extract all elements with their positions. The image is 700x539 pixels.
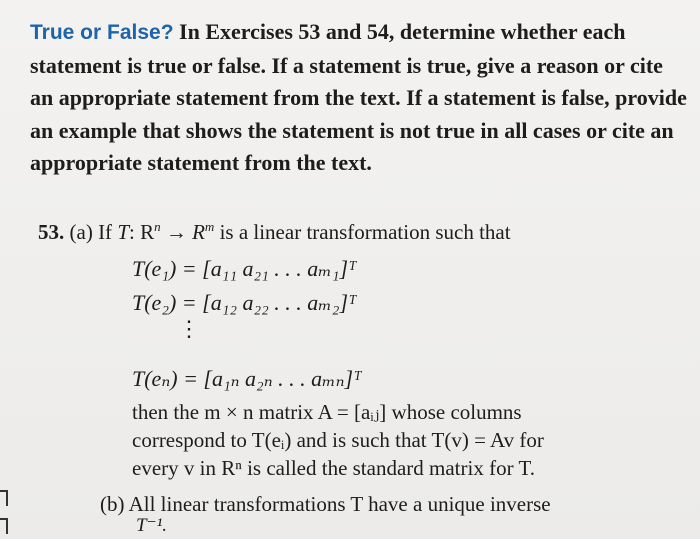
page-edge-mark bbox=[0, 518, 8, 534]
part-a-line-3: every v in Rⁿ is called the standard matrix for T. bbox=[132, 456, 535, 480]
instructions-paragraph bbox=[30, 16, 690, 180]
part-b-tail: T⁻¹. bbox=[136, 515, 168, 536]
exercise-53-part-a-header: 53. (a) If T: $R^n \to R^m$ is a linear transformation such that bbox=[38, 219, 511, 244]
part-a-lead: If bbox=[98, 220, 113, 244]
equation-n: T(eₙ) = [a₁ₙ a₂ₙ . . . aₘₙ]ᵀ bbox=[132, 366, 362, 391]
vertical-ellipsis: ⋮ bbox=[178, 316, 200, 341]
part-b bbox=[100, 492, 551, 517]
equation-2: T(e₂) = [a₁₂ a₂₂ . . . aₘ₂]ᵀ bbox=[132, 290, 357, 315]
part-a-mapping: : R bbox=[129, 220, 155, 244]
part-b-text: All linear transformations T have a unique inverse bbox=[128, 492, 551, 516]
instructions-text: In Exercises 53 and 54, determine whether each statement is true or false. If a statement is true, give a reason or cite an appropriate statement from the text. If a statement is false, provide an example that shows the statement is not true in all cases or cite an appropriate statement from the text. bbox=[30, 19, 687, 175]
part-b-label: (b) bbox=[100, 492, 125, 516]
part-a-line-1: then the m × n matrix A = [aᵢⱼ] whose columns bbox=[132, 400, 522, 424]
part-a-tail: is a linear transformation such that bbox=[219, 220, 511, 244]
part-a-line-2: correspond to T(eᵢ) and is such that T(v) = Av for bbox=[132, 428, 544, 452]
part-a-label: (a) bbox=[69, 220, 93, 244]
equation-1: T(e₁) = [a₁₁ a₂₁ . . . aₘ₁]ᵀ bbox=[132, 256, 357, 281]
part-a-T: T bbox=[117, 220, 129, 244]
page-edge-mark bbox=[0, 490, 8, 506]
exercise-number: 53. bbox=[38, 220, 65, 244]
true-false-label: True or False? bbox=[30, 21, 174, 44]
